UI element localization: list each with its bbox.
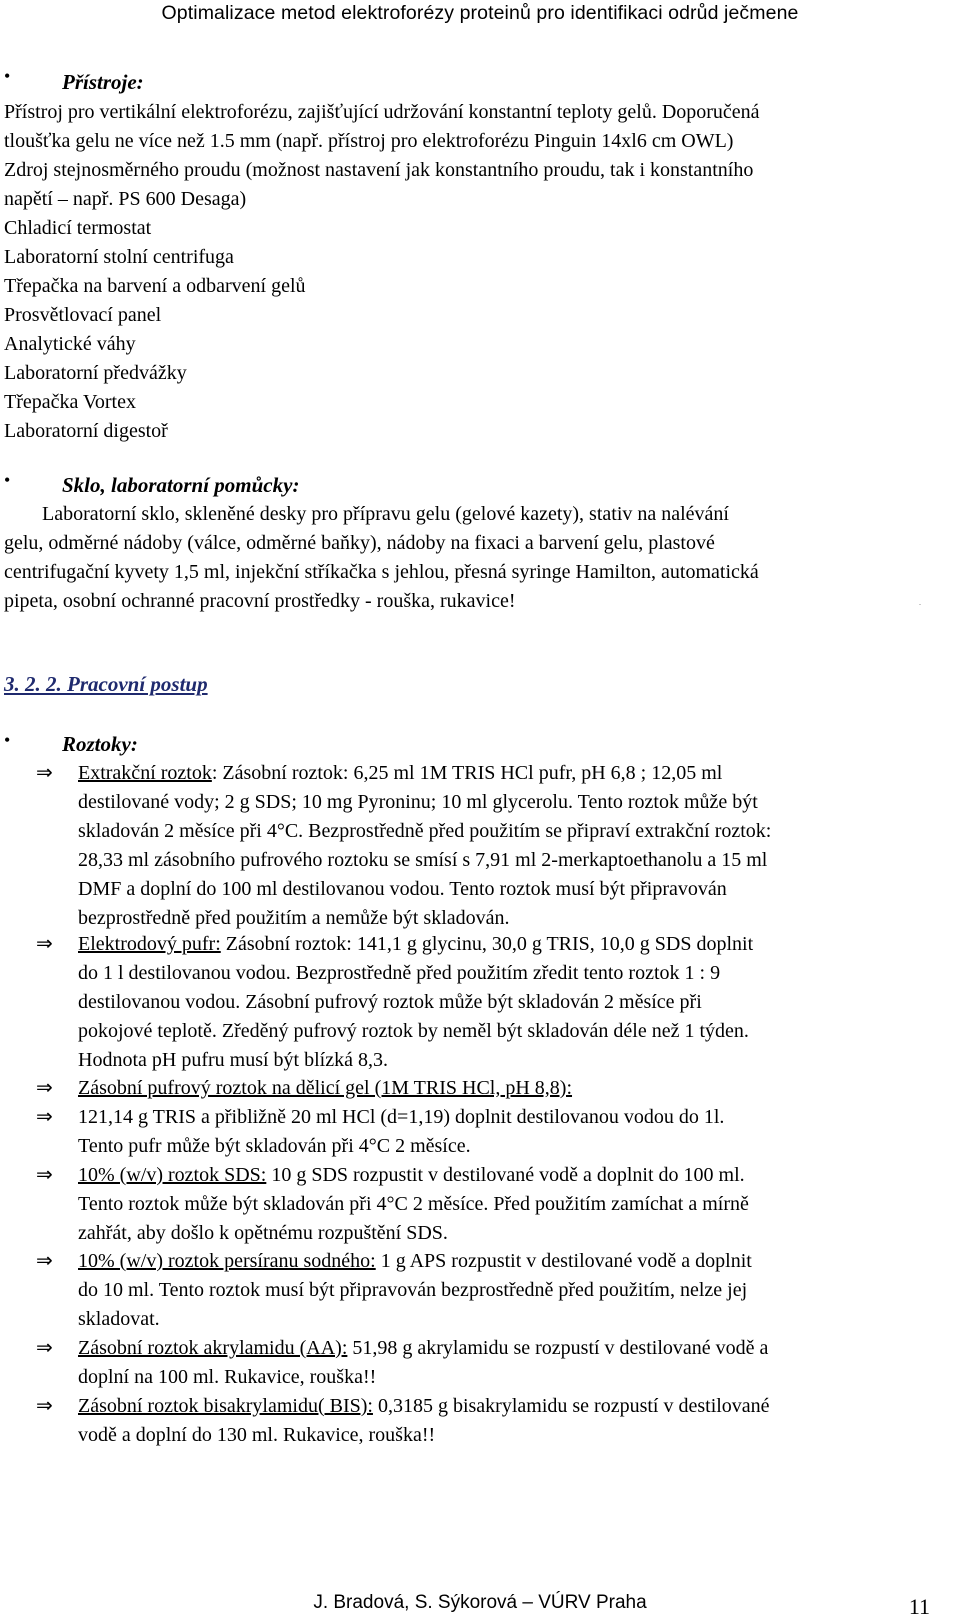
solution-first-line (78, 1074, 950, 1103)
solution-line: DMF a doplní do 100 ml destilovanou vodou. Tento roztok musí být připravován (78, 878, 727, 900)
solution-line: skladovat. (78, 1308, 160, 1330)
solution-first-line (78, 759, 950, 788)
solution-item (78, 1161, 950, 1248)
bullet-pristroje: • (4, 66, 11, 86)
pristroje-line: Třepačka na barvení a odbarvení gelů (4, 275, 306, 297)
stray-dot: . (919, 598, 921, 607)
pristroje-line: Laboratorní stolní centrifuga (4, 246, 234, 268)
sklo-line: Laboratorní sklo, skleněné desky pro přípravu gelu (gelové kazety), stativ na nalévání (42, 503, 729, 525)
solution-text: 121,14 g TRIS a přibližně 20 ml HCl (d=1,19) doplnit destilovanou vodou do 1l. (78, 1106, 725, 1128)
solution-line: bezprostředně před použitím a nemůže být skladován. (78, 907, 510, 929)
solution-first-line (78, 930, 950, 959)
heading-roztoky: Roztoky: (62, 732, 138, 756)
solution-item (78, 1392, 950, 1450)
pristroje-line: Laboratorní předvážky (4, 362, 187, 384)
solution-name: Zásobní roztok bisakrylamidu( BIS): (78, 1395, 373, 1417)
heading-pristroje: Přístroje: (62, 70, 144, 94)
arrow-icon: ⇒ (36, 1075, 53, 1099)
arrow-icon: ⇒ (36, 1104, 53, 1128)
arrow-icon: ⇒ (36, 1162, 53, 1186)
heading-sklo: Sklo, laboratorní pomůcky: (62, 473, 300, 497)
solution-line: doplní na 100 ml. Rukavice, rouška!! (78, 1366, 377, 1388)
solution-line: zahřát, aby došlo k opětnému rozpuštění SDS. (78, 1222, 448, 1244)
solution-line: 28,33 ml zásobního pufrového roztoku se smísí s 7,91 ml 2-merkaptoethanolu a 15 ml (78, 849, 768, 871)
solution-item (78, 1074, 950, 1103)
arrow-icon: ⇒ (36, 1393, 53, 1417)
solution-item (78, 1334, 950, 1392)
solution-name: Zásobní roztok akrylamidu (AA): (78, 1337, 348, 1359)
solution-item (78, 1247, 950, 1334)
sklo-line: pipeta, osobní ochranné pracovní prostředky - rouška, rukavice! (4, 590, 516, 612)
arrow-icon: ⇒ (36, 1248, 53, 1272)
solution-line: destilované vody; 2 g SDS; 10 mg Pyroninu; 10 ml glycerolu. Tento roztok může být (78, 791, 758, 813)
solution-name: Extrakční roztok (78, 762, 212, 784)
solution-name: 10% (w/v) roztok persíranu sodného: (78, 1250, 376, 1272)
solution-text: 10 g SDS rozpustit v destilované vodě a doplnit do 100 ml. (266, 1164, 745, 1186)
solution-line: Tento roztok může být skladován při 4°C 2 měsíce. Před použitím zamíchat a mírně (78, 1193, 749, 1215)
arrow-icon: ⇒ (36, 1335, 53, 1359)
solution-first-line (78, 1103, 950, 1132)
page-number: 11 (908, 1594, 930, 1619)
solution-line: Tento pufr může být skladován při 4°C 2 měsíce. (78, 1135, 471, 1157)
solution-line: skladován 2 měsíce při 4°C. Bezprostředně před použitím se připraví extrakční roztok: (78, 820, 772, 842)
running-header: Optimalizace metod elektroforézy proteinů pro identifikaci odrůd ječmene (161, 2, 799, 24)
pristroje-list (4, 98, 954, 446)
solution-text: 0,3185 g bisakrylamidu se rozpustí v destilované (372, 1395, 770, 1417)
solution-text: : Zásobní roztok: 6,25 ml 1M TRIS HCl pufr, pH 6,8 ; 12,05 ml (211, 762, 723, 784)
solution-name: 10% (w/v) roztok SDS: (78, 1164, 267, 1186)
bullet-sklo: • (4, 470, 11, 490)
solution-line: pokojové teplotě. Zředěný pufrový roztok by neměl být skladován déle než 1 týden. (78, 1020, 749, 1042)
arrow-icon: ⇒ (36, 931, 53, 955)
sklo-line: centrifugační kyvety 1,5 ml, injekční stříkačka s jehlou, přesná syringe Hamilton, automatická (4, 561, 759, 583)
pristroje-line: tloušťka gelu ne více než 1.5 mm (např. přístroj pro elektroforézu Pinguin 14xl6 cm OWL) (4, 130, 734, 152)
solution-text: Zásobní roztok: 141,1 g glycinu, 30,0 g TRIS, 10,0 g SDS doplnit (220, 933, 754, 955)
sklo-paragraph (4, 500, 954, 616)
pristroje-line: Zdroj stejnosměrného proudu (možnost nastavení jak konstantního proudu, tak i konstantního (4, 159, 754, 181)
solution-line: do 10 ml. Tento roztok musí být připravován bezprostředně před použitím, nelze jej (78, 1279, 748, 1301)
solution-line: vodě a doplní do 130 ml. Rukavice, rouška!! (78, 1424, 436, 1446)
solution-text: 51,98 g akrylamidu se rozpustí v destilované vodě a (347, 1337, 769, 1359)
solution-name: Zásobní pufrový roztok na dělicí gel (1M TRIS HCl, pH 8,8): (78, 1077, 573, 1099)
solution-line: do 1 l destilovanou vodou. Bezprostředně před použitím zředit tento roztok 1 : 9 (78, 962, 721, 984)
pristroje-line: napětí – např. PS 600 Desaga) (4, 188, 247, 210)
section-title: 3. 2. 2. Pracovní postup (4, 672, 208, 696)
solution-item (78, 759, 950, 933)
solution-line: Hodnota pH pufru musí být blízká 8,3. (78, 1049, 388, 1071)
pristroje-line: Chladicí termostat (4, 217, 152, 239)
solution-text: 1 g APS rozpustit v destilované vodě a doplnit (375, 1250, 752, 1272)
pristroje-line: Laboratorní digestoř (4, 420, 168, 442)
solution-first-line (78, 1247, 950, 1276)
bullet-roztoky: • (4, 730, 11, 750)
solution-first-line (78, 1161, 950, 1190)
solution-first-line (78, 1392, 950, 1421)
pristroje-line: Prosvětlovací panel (4, 304, 162, 326)
solution-item (78, 930, 950, 1075)
pristroje-line: Přístroj pro vertikální elektroforézu, zajišťující udržování konstantní teploty gelů. Doporučená (4, 101, 760, 123)
pristroje-line: Analytické váhy (4, 333, 136, 355)
sklo-line: gelu, odměrné nádoby (válce, odměrné baňky), nádoby na fixaci a barvení gelu, plastové (4, 532, 715, 554)
solution-first-line (78, 1334, 950, 1363)
footer-authors: J. Bradová, S. Sýkorová – VÚRV Praha (313, 1592, 647, 1613)
solution-item (78, 1103, 950, 1161)
solution-name: Elektrodový pufr: (78, 933, 221, 955)
pristroje-line: Třepačka Vortex (4, 391, 136, 413)
arrow-icon: ⇒ (36, 760, 53, 784)
solution-line: destilovanou vodou. Zásobní pufrový roztok může být skladován 2 měsíce při (78, 991, 702, 1013)
